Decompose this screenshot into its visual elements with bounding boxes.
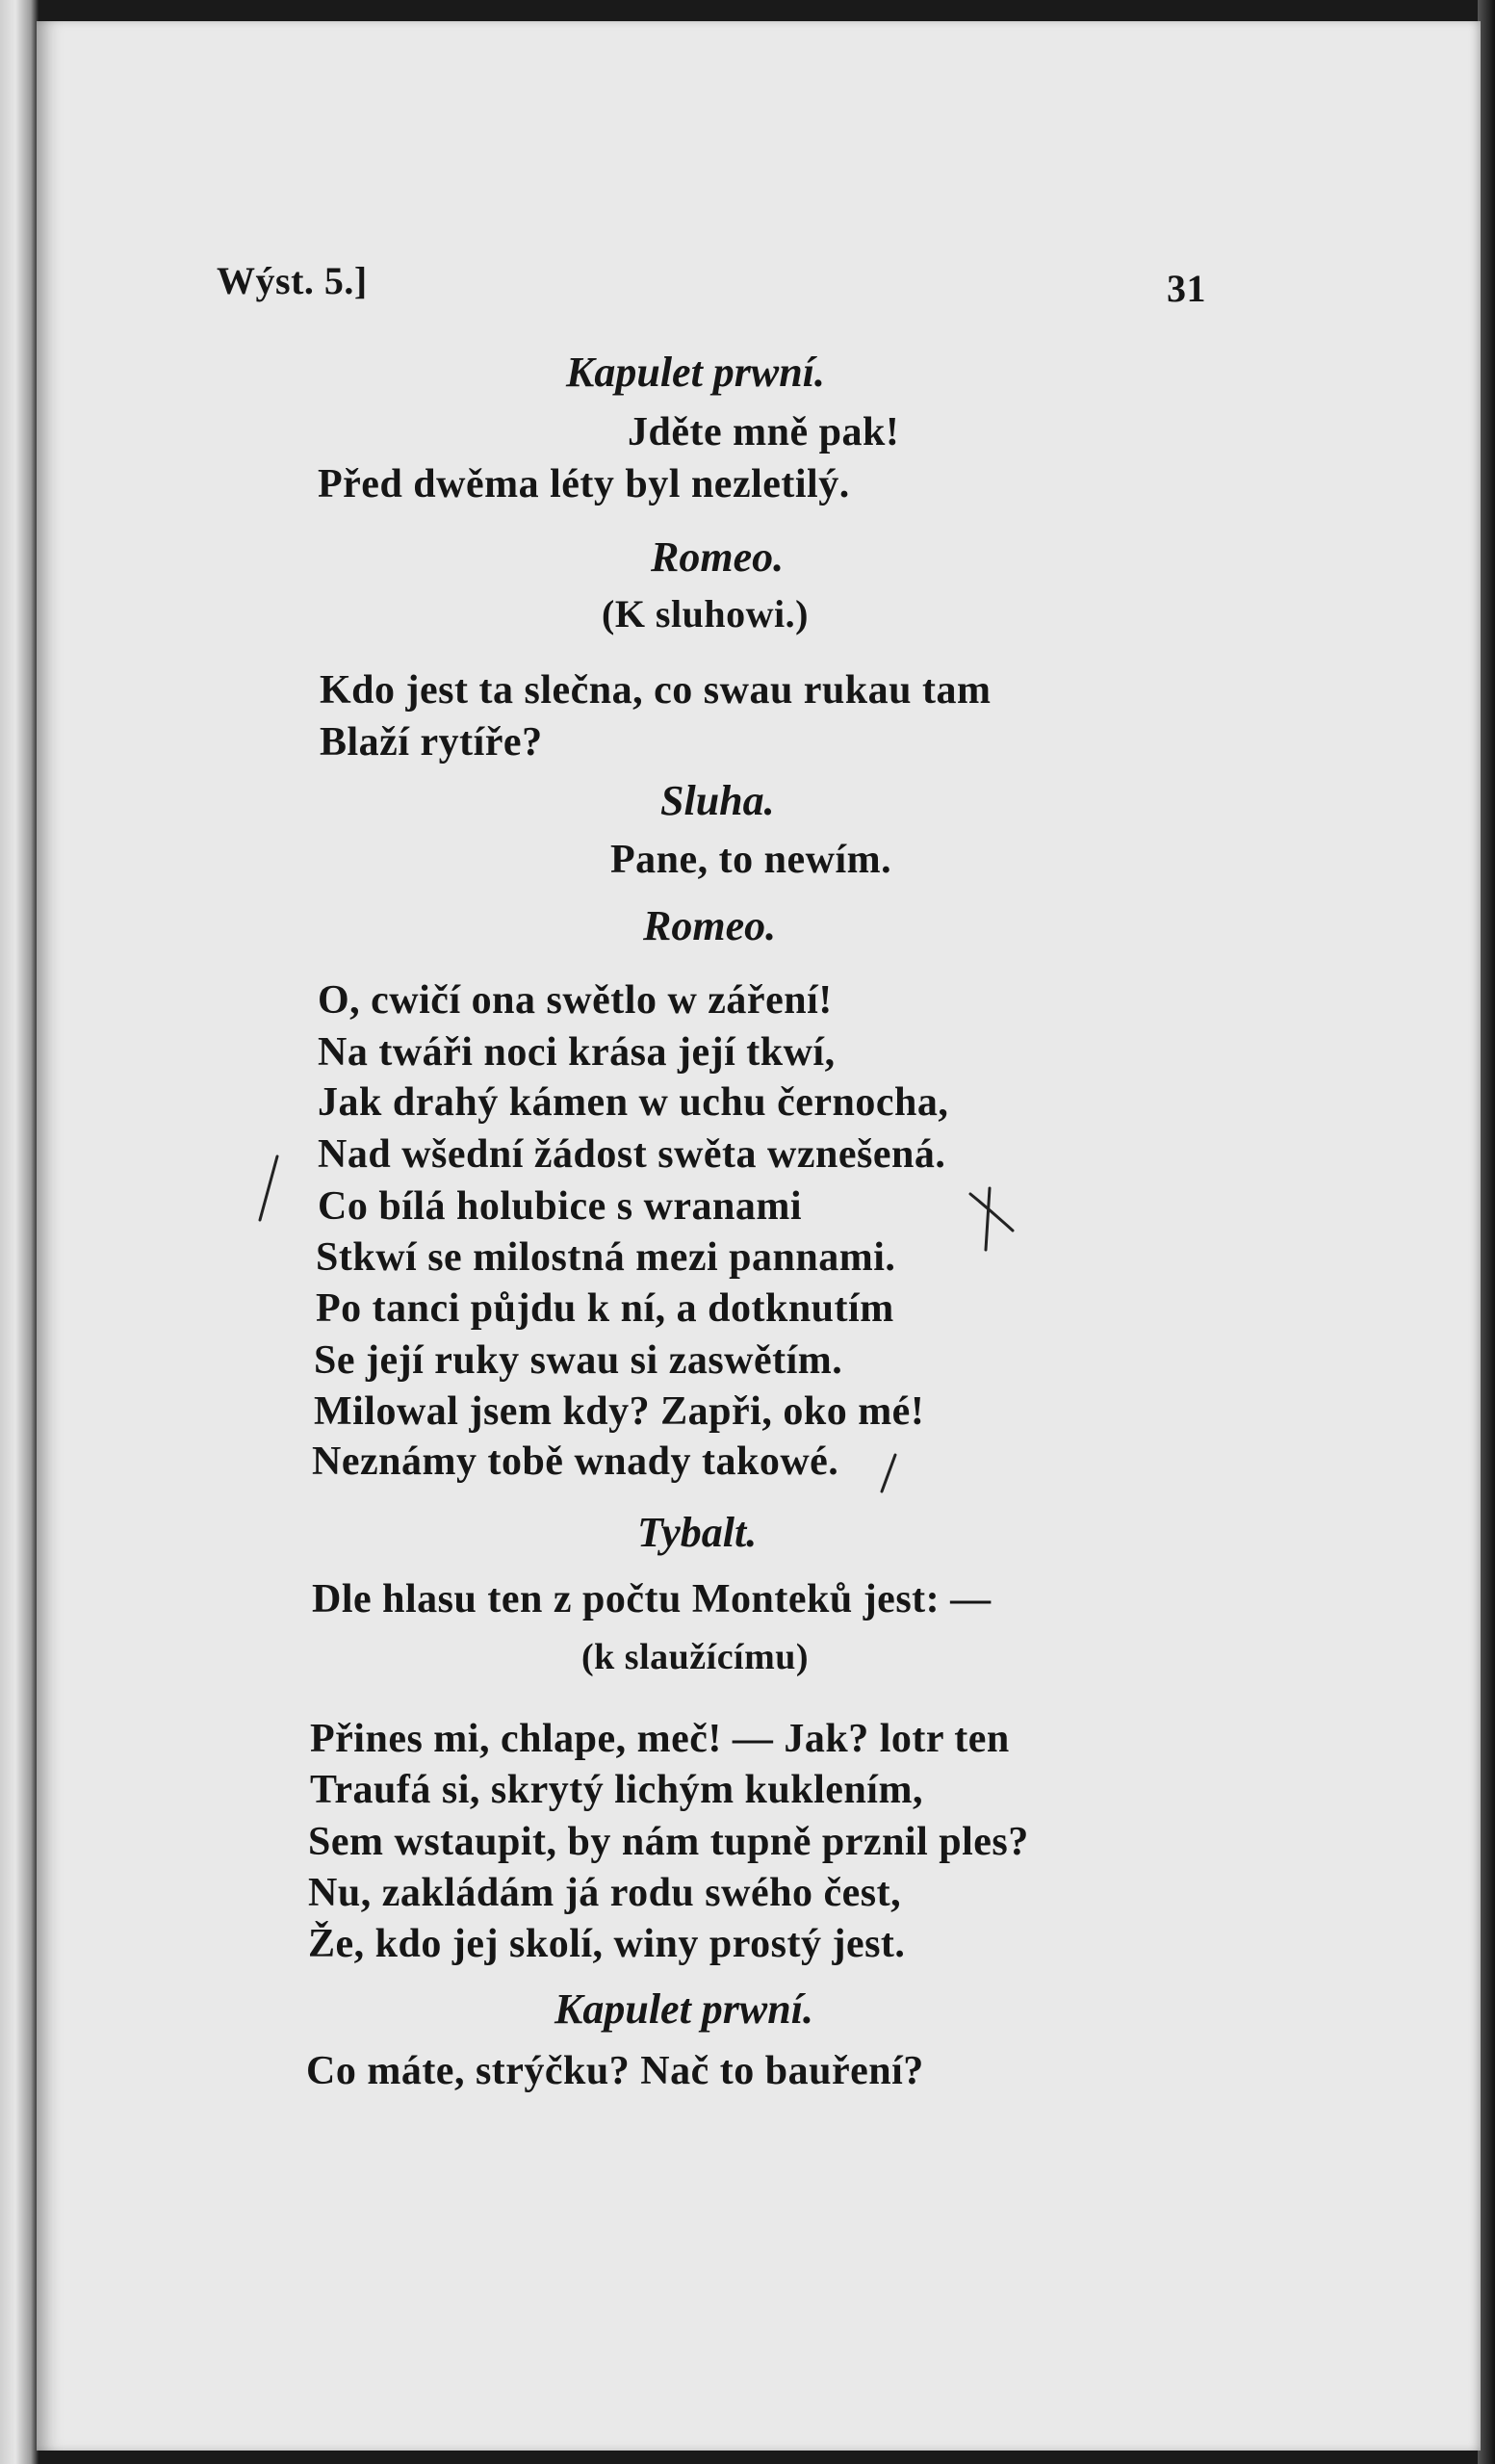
verse-line: Neznámy tobě wnady takowé. (312, 1439, 839, 1484)
stage-direction: (K sluhowi.) (602, 592, 809, 635)
speaker-name: Sluha. (660, 777, 775, 824)
verse-line: Traufá si, skrytý lichým kuklením, (310, 1768, 923, 1812)
verse-line: Na twáři noci krása její tkwí, (318, 1030, 836, 1075)
verse-line: Jděte mně pak! (628, 410, 900, 454)
pencil-end-slash-mark (874, 1449, 903, 1497)
speaker-name: Tybalt. (637, 1509, 758, 1556)
verse-line: Milowal jsem kdy? Zapři, oko mé! (314, 1389, 925, 1434)
verse-line: Se její ruky swau si zaswětím. (314, 1338, 843, 1383)
verse-line: Stkwí se milostná mezi pannami. (316, 1235, 896, 1280)
speaker-name: Kapulet prwní. (566, 349, 825, 396)
speaker-name: Romeo. (651, 533, 785, 581)
verse-line: Kdo jest ta slečna, co swau rukau tam (320, 668, 992, 713)
verse-line: Sem wstaupit, by nám tupně prznil ples? (308, 1820, 1029, 1864)
verse-line: Blaží rytíře? (320, 720, 543, 765)
verse-line: Že, kdo jej skolí, winy prostý jest. (308, 1922, 906, 1966)
stage-direction: (k slaužícímu) (581, 1637, 810, 1677)
speaker-name: Romeo. (643, 902, 777, 949)
pencil-slash-mark (250, 1151, 289, 1228)
verse-line: Pane, to newím. (610, 838, 892, 882)
running-header: Wýst. 5.] (217, 259, 368, 302)
verse-line: Dle hlasu ten z počtu Monteků jest: — (312, 1577, 992, 1621)
verse-line: Co bílá holubice s wranami (318, 1184, 803, 1229)
verse-line: Před dwěma léty byl nezletilý. (318, 462, 850, 506)
verse-line: Jak drahý kámen w uchu černocha, (318, 1080, 949, 1125)
verse-line: O, cwičí ona swětlo w záření! (318, 978, 833, 1023)
verse-line: Po tanci půjdu k ní, a dotknutím (316, 1286, 894, 1331)
speaker-name: Kapulet prwní. (554, 1985, 813, 2033)
verse-line: Přines mi, chlape, meč! — Jak? lotr ten (310, 1717, 1010, 1761)
book-spine-edge (0, 0, 39, 2464)
verse-line: Nu, zakládám já rodu swého čest, (308, 1871, 902, 1915)
verse-line: Nad wšední žádost swěta wznešená. (318, 1132, 946, 1177)
verse-line: Co máte, strýčku? Nač to bauření? (306, 2049, 924, 2093)
page-number: 31 (1167, 267, 1206, 310)
pencil-cross-mark (963, 1182, 1020, 1259)
